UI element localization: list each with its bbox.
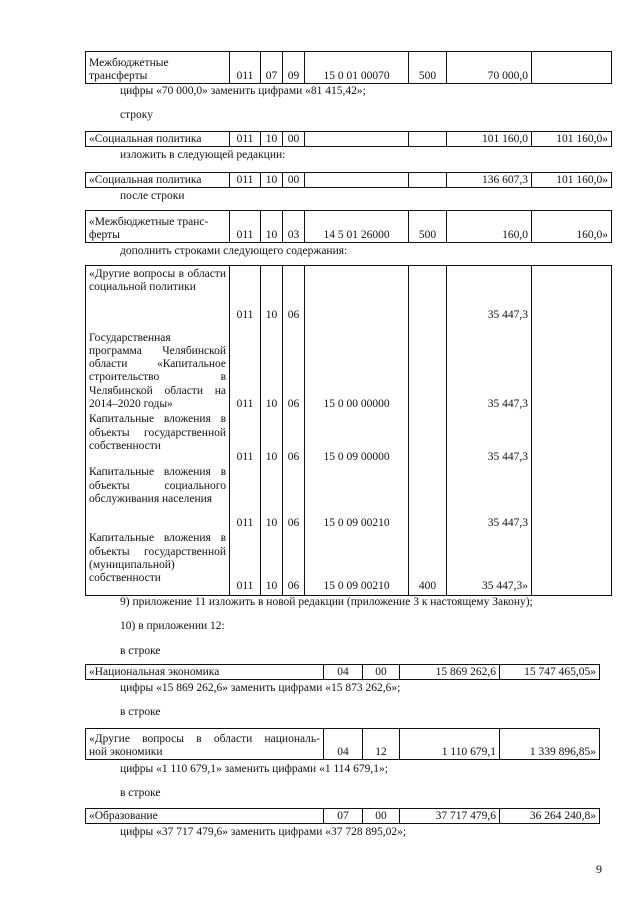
- cell-amount-2: 1 339 896,85»: [500, 729, 600, 760]
- cell-code: 011: [230, 332, 261, 414]
- paragraph: цифры «37 717 479,6» заменить цифрами «37 728 895,02»;: [120, 826, 407, 838]
- cell-target: 15 0 09 00210: [305, 532, 409, 595]
- cell-subsection: 00: [283, 173, 305, 188]
- cell-subsection: 06: [283, 413, 305, 466]
- cell-target: 14 5 01 26000: [305, 211, 409, 243]
- row-name: «Социальная политика: [86, 173, 230, 188]
- cell-target: [305, 173, 409, 188]
- cell-amount: 1 110 679,1: [400, 729, 500, 760]
- table-social-policy-old: [85, 131, 612, 147]
- cell-amount: 37 717 479,6: [400, 809, 500, 824]
- cell-target: 15 0 00 00000: [305, 332, 409, 414]
- cell-section: 10: [261, 132, 283, 147]
- cell-subsection: 09: [283, 52, 305, 84]
- row-name: Капитальные вложения в объекты государственной (муниципальной) собственности: [86, 532, 230, 595]
- cell-target: [305, 266, 409, 332]
- cell-type: [409, 266, 447, 332]
- cell-code: 011: [230, 532, 261, 595]
- row-name: «Социальная политика: [86, 132, 230, 147]
- cell-empty: [532, 266, 612, 596]
- table-other-national-economy: [85, 728, 600, 760]
- paragraph: после строки: [120, 190, 185, 202]
- table-interbudget-transfers: [85, 51, 612, 84]
- cell-amount-2: 15 747 465,05»: [500, 665, 600, 680]
- cell-subsection: 12: [363, 729, 400, 760]
- paragraph: 10) в приложении 12:: [120, 620, 225, 632]
- cell-amount-2: [532, 52, 612, 84]
- cell-type: [409, 132, 447, 147]
- cell-amount-2: 36 264 240,8»: [500, 809, 600, 824]
- cell-subsection: 00: [363, 809, 400, 824]
- cell-subsection: 06: [283, 266, 305, 332]
- cell-section: 10: [261, 332, 283, 414]
- cell-amount: 160,0: [447, 211, 532, 243]
- row-name: Межбюджетные трансферты: [86, 52, 230, 84]
- cell-subsection: 00: [283, 132, 305, 147]
- row-name: Капитальные вложения в объекты государственной собственности: [86, 413, 230, 466]
- cell-target: [305, 132, 409, 147]
- cell-target: 15 0 01 00070: [305, 52, 409, 84]
- cell-section: 07: [324, 809, 363, 824]
- table-national-economy: [85, 664, 600, 680]
- cell-amount: 101 160,0: [447, 132, 532, 147]
- cell-code: 011: [230, 52, 261, 84]
- cell-subsection: 06: [283, 532, 305, 595]
- cell-code: 011: [230, 173, 261, 188]
- cell-code: 011: [230, 266, 261, 332]
- cell-section: 10: [261, 173, 283, 188]
- cell-type: [409, 173, 447, 188]
- paragraph: дополнить строками следующего содержания:: [120, 245, 348, 257]
- paragraph: 9) приложение 11 изложить в новой редакции (приложение 3 к настоящему Закону);: [120, 596, 533, 608]
- paragraph: в строке: [120, 706, 161, 718]
- cell-amount: 15 869 262,6: [400, 665, 500, 680]
- paragraph: изложить в следующей редакции:: [120, 149, 286, 161]
- cell-subsection: 06: [283, 466, 305, 532]
- cell-section: 10: [261, 266, 283, 332]
- cell-target: 15 0 09 00000: [305, 413, 409, 466]
- row-name: Капитальные вложения в объекты социального обслуживания населения: [86, 466, 230, 532]
- table-education: [85, 808, 600, 824]
- cell-type: 500: [409, 211, 447, 243]
- cell-section: 10: [261, 532, 283, 595]
- cell-amount: 35 447,3»: [447, 532, 532, 595]
- row-name: Государственная программа Челябинской области «Капитальное строительство в Челябинской области на 2014–2020 годы»: [86, 332, 230, 414]
- cell-section: 07: [261, 52, 283, 84]
- cell-amount: 70 000,0: [447, 52, 532, 84]
- paragraph: цифры «1 110 679,1» заменить цифрами «1 114 679,1»;: [120, 763, 388, 775]
- paragraph: цифры «70 000,0» заменить цифрами «81 415,42»;: [120, 85, 366, 97]
- row-name: «Другие вопросы в области националь- ной экономики: [86, 729, 324, 760]
- cell-section: 04: [324, 729, 363, 760]
- cell-code: 011: [230, 132, 261, 147]
- page-number: 9: [596, 862, 602, 876]
- cell-section: 04: [324, 665, 363, 680]
- paragraph: цифры «15 869 262,6» заменить цифрами «15 873 262,6»;: [120, 682, 401, 694]
- cell-target: 15 0 09 00210: [305, 466, 409, 532]
- paragraph: в строке: [120, 787, 161, 799]
- cell-amount: 35 447,3: [447, 266, 532, 332]
- table-additional-rows: [85, 265, 612, 596]
- row-name: «Национальная экономика: [86, 665, 324, 680]
- cell-section: 10: [261, 466, 283, 532]
- cell-amount-2: 101 160,0»: [532, 173, 612, 188]
- cell-amount: 35 447,3: [447, 332, 532, 414]
- cell-amount-2: 160,0»: [532, 211, 612, 243]
- cell-section: 10: [261, 413, 283, 466]
- cell-type: [409, 332, 447, 414]
- cell-code: 011: [230, 413, 261, 466]
- cell-subsection: 03: [283, 211, 305, 243]
- cell-section: 10: [261, 211, 283, 243]
- cell-amount-2: 101 160,0»: [532, 132, 612, 147]
- cell-type: [409, 466, 447, 532]
- cell-code: 011: [230, 466, 261, 532]
- row-name: «Другие вопросы в области социальной политики: [86, 266, 230, 332]
- cell-type: 500: [409, 52, 447, 84]
- row-name: «Межбюджетные транс- ферты: [86, 211, 230, 243]
- table-interbudget-transfers-2: [85, 210, 612, 243]
- cell-type: [409, 413, 447, 466]
- paragraph: строку: [120, 109, 153, 121]
- cell-subsection: 06: [283, 332, 305, 414]
- cell-type: 400: [409, 532, 447, 595]
- cell-amount: 35 447,3: [447, 466, 532, 532]
- row-name: «Образование: [86, 809, 324, 824]
- table-social-policy-new: [85, 172, 612, 188]
- cell-code: 011: [230, 211, 261, 243]
- cell-subsection: 00: [363, 665, 400, 680]
- paragraph: в строке: [120, 645, 161, 657]
- cell-amount: 136 607,3: [447, 173, 532, 188]
- cell-amount: 35 447,3: [447, 413, 532, 466]
